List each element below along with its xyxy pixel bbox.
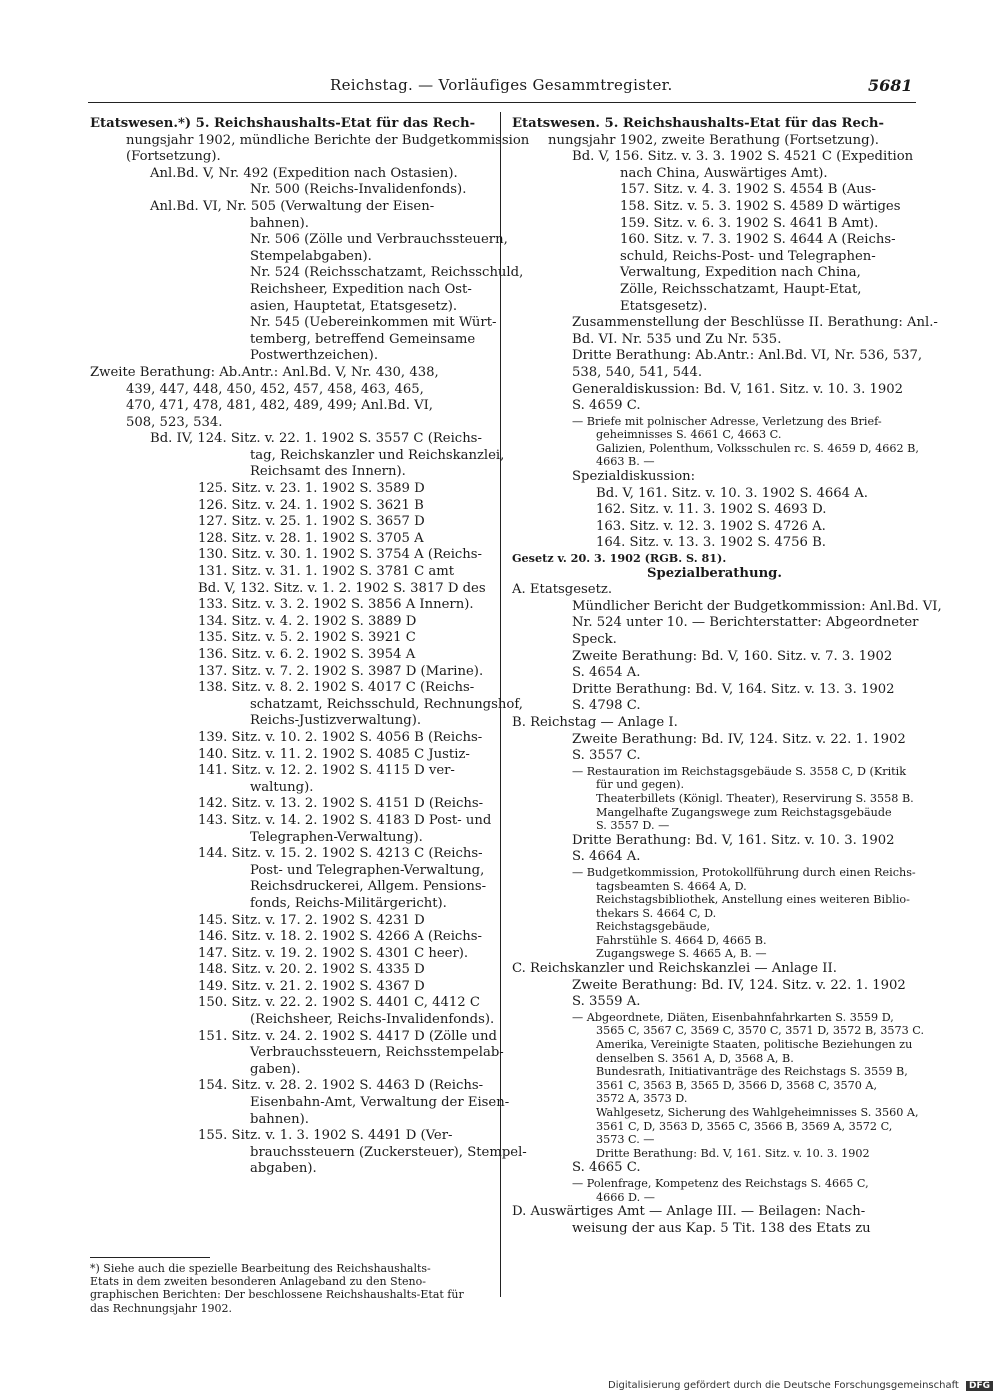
right-line: C. Reichskanzler und Reichskanzlei — Anlage II. [512, 961, 837, 977]
left-line: 126. Sitz. v. 24. 1. 1902 S. 3621 B [198, 497, 424, 513]
right-line: nungsjahr 1902, zweite Berathung (Fortsetzung). [548, 132, 879, 148]
right-line: nach China, Auswärtiges Amt). [620, 165, 828, 181]
left-line: 137. Sitz. v. 7. 2. 1902 S. 3987 D (Marine). [198, 663, 484, 679]
right-line: A. Etatsgesetz. [512, 582, 613, 598]
right-line: Zusammenstellung der Beschlüsse II. Berathung: Anl.- [572, 315, 938, 331]
right-line: Bd. V, 156. Sitz. v. 3. 3. 1902 S. 4521 C (Expedition [572, 149, 914, 165]
left-line: schatzamt, Reichsschuld, Rechnungshof, [250, 696, 523, 712]
left-line: 133. Sitz. v. 3. 2. 1902 S. 3856 A Innern). [198, 597, 474, 613]
right-line: 3572 A, 3573 D. [596, 1092, 688, 1106]
right-line: Dritte Berathung: Bd. V, 164. Sitz. v. 13. 3. 1902 [572, 681, 895, 697]
left-line: nungsjahr 1902, mündliche Berichte der Budgetkommission [126, 132, 530, 148]
right-line: — Abgeordnete, Diäten, Eisenbahnfahrkarten S. 3559 D, [572, 1010, 894, 1024]
right-line: — Polenfrage, Kompetenz des Reichstags S. 4665 C, [572, 1176, 869, 1190]
left-line: 139. Sitz. v. 10. 2. 1902 S. 4056 B (Reichs- [198, 729, 483, 745]
left-line: (Reichsheer, Reichs-Invalidenfonds). [250, 1012, 495, 1028]
left-line: Etatswesen.*) 5. Reichshaushalts-Etat für das Rech- [90, 116, 476, 131]
right-line: Reichstagsbibliothek, Anstellung eines weiteren Biblio- [596, 893, 910, 907]
left-line: Anl.Bd. V, Nr. 492 (Expedition nach Ostasien). [150, 165, 458, 181]
left-line: 143. Sitz. v. 14. 2. 1902 S. 4183 D Post- und [198, 812, 492, 828]
right-line: Bd. VI. Nr. 535 und Zu Nr. 535. [572, 331, 782, 347]
left-line: 134. Sitz. v. 4. 2. 1902 S. 3889 D [198, 613, 417, 629]
right-line: Bundesrath, Initiativanträge des Reichstags S. 3559 B, [596, 1065, 908, 1079]
right-line: Zölle, Reichsschatzamt, Haupt-Etat, [620, 281, 862, 297]
left-line: bahnen). [250, 215, 309, 231]
right-line: Reichstagsgebäude, [596, 920, 711, 934]
left-line: 135. Sitz. v. 5. 2. 1902 S. 3921 C [198, 630, 416, 646]
left-line: 130. Sitz. v. 30. 1. 1902 S. 3754 A (Reichs- [198, 547, 483, 563]
left-line: 138. Sitz. v. 8. 2. 1902 S. 4017 C (Reichs- [198, 680, 475, 696]
left-line: Zweite Berathung: Ab.Antr.: Anl.Bd. V, Nr. 430, 438, [90, 364, 439, 380]
right-line: S. 4664 A. [572, 849, 641, 865]
left-line: 155. Sitz. v. 1. 3. 1902 S. 4491 D (Ver- [198, 1128, 453, 1144]
right-line: — Restauration im Reichstagsgebäude S. 3558 C, D (Kritik [572, 764, 906, 778]
right-line: — Briefe mit polnischer Adresse, Verletzung des Brief- [572, 414, 882, 428]
right-line: D. Auswärtiges Amt — Anlage III. — Beilagen: Nach- [512, 1204, 866, 1220]
right-line: Theaterbillets (Königl. Theater), Reservirung S. 3558 B. [596, 791, 914, 805]
right-line: Mangelhafte Zugangswege zum Reichstagsgebäude [596, 805, 892, 819]
right-line: denselben S. 3561 A, D, 3568 A, B. [596, 1051, 794, 1065]
right-line: tagsbeamten S. 4664 A, D. [596, 879, 747, 893]
left-line: Reichsamt des Innern). [250, 464, 406, 480]
right-line: 3573 C. — [596, 1133, 655, 1147]
left-line: waltung). [250, 779, 314, 795]
right-column [512, 116, 942, 1237]
right-line: Etatsgesetz). [620, 298, 708, 314]
left-line: Eisenbahn-Amt, Verwaltung der Eisen- [250, 1095, 510, 1111]
left-line: Nr. 500 (Reichs-Invalidenfonds). [250, 182, 467, 198]
right-line: 3561 C, D, 3563 D, 3565 C, 3566 B, 3569 A, 3572 C, [596, 1119, 893, 1133]
left-line: temberg, betreffend Gemeinsame [250, 331, 476, 347]
right-line: 163. Sitz. v. 12. 3. 1902 S. 4726 A. [596, 518, 826, 534]
right-line: Dritte Berathung: Bd. V, 161. Sitz. v. 10. 3. 1902 [596, 1146, 870, 1160]
right-line: Wahlgesetz, Sicherung des Wahlgeheimnisses S. 3560 A, [596, 1106, 919, 1119]
right-line: 3565 C, 3567 C, 3569 C, 3570 C, 3571 D, 3572 B, 3573 C. [596, 1024, 925, 1038]
left-line: asien, Hauptetat, Etatsgesetz). [250, 298, 458, 314]
right-line: thekars S. 4664 C, D. [596, 906, 717, 920]
right-line: — Budgetkommission, Protokollführung durch einen Reichs- [572, 865, 916, 879]
footnote-line: das Rechnungsjahr 1902. [90, 1301, 233, 1315]
right-line: Zweite Berathung: Bd. IV, 124. Sitz. v. 22. 1. 1902 [572, 731, 906, 747]
right-line: Gesetz v. 20. 3. 1902 (RGB. S. 81). [512, 551, 727, 566]
left-line: 140. Sitz. v. 11. 2. 1902 S. 4085 C Justiz- [198, 746, 470, 762]
right-line: Galizien, Polenthum, Volksschulen rc. S. 4659 D, 4662 B, [596, 441, 919, 455]
right-line: 4663 B. — [596, 455, 655, 469]
left-line: Verbrauchssteuern, Reichsstempelab- [250, 1045, 504, 1061]
left-line: Bd. IV, 124. Sitz. v. 22. 1. 1902 S. 3557 C (Reichs- [150, 431, 482, 447]
left-line: Nr. 506 (Zölle und Verbrauchssteuern, [250, 232, 508, 248]
right-line: 4666 D. — [596, 1190, 655, 1204]
right-line: weisung der aus Kap. 5 Tit. 138 des Etats zu [572, 1220, 871, 1236]
left-line: Bd. V, 132. Sitz. v. 1. 2. 1902 S. 3817 D des [198, 580, 486, 596]
left-line: 508, 523, 534. [126, 414, 223, 430]
left-line: Postwerthzeichen). [250, 348, 379, 364]
right-line: Zweite Berathung: Bd. V, 160. Sitz. v. 7. 3. 1902 [572, 648, 893, 664]
left-line: Reichsdruckerei, Allgem. Pensions- [250, 879, 487, 895]
left-line: Nr. 524 (Reichsschatzamt, Reichsschuld, [250, 265, 524, 281]
left-line: 136. Sitz. v. 6. 2. 1902 S. 3954 A [198, 647, 416, 662]
left-line: 151. Sitz. v. 24. 2. 1902 S. 4417 D (Zölle und [198, 1028, 497, 1044]
footnote-line: Etats in dem zweiten besonderen Anlageband zu den Steno- [90, 1275, 426, 1289]
right-line: 159. Sitz. v. 6. 3. 1902 S. 4641 B Amt). [620, 215, 879, 231]
right-line: 160. Sitz. v. 7. 3. 1902 S. 4644 A (Reichs- [620, 232, 896, 248]
left-line: Anl.Bd. VI, Nr. 505 (Verwaltung der Eisen- [150, 198, 435, 214]
left-line: 141. Sitz. v. 12. 2. 1902 S. 4115 D ver- [198, 763, 455, 779]
left-line: Stempelabgaben). [250, 248, 372, 264]
footnote [90, 1262, 495, 1315]
right-line: Amerika, Vereinigte Staaten, politische Beziehungen zu [596, 1038, 913, 1052]
left-line: 148. Sitz. v. 20. 2. 1902 S. 4335 D [198, 962, 425, 978]
right-line: 162. Sitz. v. 11. 3. 1902 S. 4693 D. [596, 502, 827, 518]
right-line: Dritte Berathung: Ab.Antr.: Anl.Bd. VI, Nr. 536, 537, [572, 348, 923, 364]
right-line: Fahrstühle S. 4664 D, 4665 B. [596, 933, 767, 947]
left-line: 470, 471, 478, 481, 482, 489, 499; Anl.Bd. VI, [126, 398, 434, 414]
left-column [90, 116, 530, 1178]
dfg-footer [608, 1380, 993, 1391]
right-line: Mündlicher Bericht der Budgetkommission: Anl.Bd. VI, [572, 598, 942, 614]
left-line: tag, Reichskanzler und Reichskanzlei, [250, 447, 505, 463]
left-line: 131. Sitz. v. 31. 1. 1902 S. 3781 C amt [198, 564, 455, 580]
right-line: S. 4654 A. [572, 665, 641, 681]
left-line: Telegraphen-Verwaltung). [250, 829, 423, 845]
footer-text: Digitalisierung gefördert durch die Deutsche Forschungsgemeinschaft [608, 1380, 959, 1391]
footnote-rule [90, 1257, 210, 1258]
right-line: Verwaltung, Expedition nach China, [620, 265, 861, 281]
right-line: 3561 C, 3563 B, 3565 D, 3566 D, 3568 C, 3570 A, [596, 1078, 878, 1092]
page-number: 5681 [868, 76, 913, 95]
right-line: Spezialdiskussion: [572, 469, 696, 485]
right-line: Etatswesen. 5. Reichshaushalts-Etat für das Rech- [512, 116, 884, 131]
left-line: 125. Sitz. v. 23. 1. 1902 S. 3589 D [198, 481, 425, 497]
right-line: S. 4665 C. [572, 1160, 641, 1176]
left-line: abgaben). [250, 1161, 317, 1177]
running-title: Reichstag. — Vorläufiges Gesammtregister. [330, 76, 673, 94]
right-line: B. Reichstag — Anlage I. [512, 714, 678, 730]
dfg-logo: DFG [966, 1381, 993, 1391]
left-line: 154. Sitz. v. 28. 2. 1902 S. 4463 D (Reichs- [198, 1078, 484, 1094]
right-line: S. 3557 C. [572, 748, 641, 764]
right-line: S. 3559 A. [572, 994, 641, 1010]
left-line: 439, 447, 448, 450, 452, 457, 458, 463, 465, [126, 381, 424, 397]
right-line: S. 4798 C. [572, 698, 641, 714]
left-line: Reichs-Justizverwaltung). [250, 713, 422, 729]
left-line: 144. Sitz. v. 15. 2. 1902 S. 4213 C (Reichs- [198, 846, 483, 862]
right-line: Dritte Berathung: Bd. V, 161. Sitz. v. 10. 3. 1902 [572, 832, 895, 848]
left-line: gaben). [250, 1061, 301, 1077]
left-line: 145. Sitz. v. 17. 2. 1902 S. 4231 D [198, 912, 425, 928]
right-line: 158. Sitz. v. 5. 3. 1902 S. 4589 D wärtiges [620, 198, 901, 214]
left-line: 147. Sitz. v. 19. 2. 1902 S. 4301 C heer). [198, 945, 469, 961]
page-header [0, 76, 1000, 100]
right-line: für und gegen). [596, 778, 685, 792]
right-line: Zugangswege S. 4665 A, B. — [596, 947, 767, 961]
left-line: 127. Sitz. v. 25. 1. 1902 S. 3657 D [198, 514, 425, 530]
left-line: 142. Sitz. v. 13. 2. 1902 S. 4151 D (Reichs- [198, 796, 484, 812]
left-line: 146. Sitz. v. 18. 2. 1902 S. 4266 A (Reichs- [198, 929, 483, 945]
left-line: fonds, Reichs-Militärgericht). [250, 895, 447, 911]
left-line: Post- und Telegraphen-Verwaltung, [250, 862, 485, 878]
left-line: (Fortsetzung). [126, 149, 221, 165]
footnote-line: graphischen Berichten: Der beschlossene Reichshaushalts-Etat für [90, 1288, 464, 1302]
left-line: Reichsheer, Expedition nach Ost- [250, 281, 472, 297]
right-line: 538, 540, 541, 544. [572, 364, 703, 380]
left-line: 149. Sitz. v. 21. 2. 1902 S. 4367 D [198, 978, 425, 994]
right-line: Nr. 524 unter 10. — Berichterstatter: Abgeordneter [572, 615, 919, 631]
right-line: Bd. V, 161. Sitz. v. 10. 3. 1902 S. 4664 A. [596, 485, 868, 501]
right-line: S. 4659 C. [572, 398, 641, 414]
right-line: geheimnisses S. 4661 C, 4663 C. [596, 428, 782, 442]
header-rule [88, 102, 916, 103]
right-line: 157. Sitz. v. 4. 3. 1902 S. 4554 B (Aus- [620, 182, 876, 198]
left-line: brauchssteuern (Zuckersteuer), Stempel- [250, 1144, 527, 1160]
footnote-line: *) Siehe auch die spezielle Bearbeitung des Reichshaushalts- [90, 1262, 431, 1275]
right-line: Spezialberathung. [647, 565, 782, 581]
left-line: bahnen). [250, 1111, 309, 1127]
right-line: S. 3557 D. — [596, 819, 670, 833]
left-line: 128. Sitz. v. 28. 1. 1902 S. 3705 A [198, 530, 424, 546]
right-line: Generaldiskussion: Bd. V, 161. Sitz. v. 10. 3. 1902 [572, 381, 904, 397]
left-line: 150. Sitz. v. 22. 2. 1902 S. 4401 C, 4412 C [198, 995, 480, 1011]
right-line: Speck. [572, 632, 617, 647]
left-line: Nr. 545 (Uebereinkommen mit Würt- [250, 315, 497, 331]
right-line: 164. Sitz. v. 13. 3. 1902 S. 4756 B. [596, 535, 826, 551]
right-line: Zweite Berathung: Bd. IV, 124. Sitz. v. 22. 1. 1902 [572, 977, 906, 993]
right-line: schuld, Reichs-Post- und Telegraphen- [620, 248, 876, 264]
